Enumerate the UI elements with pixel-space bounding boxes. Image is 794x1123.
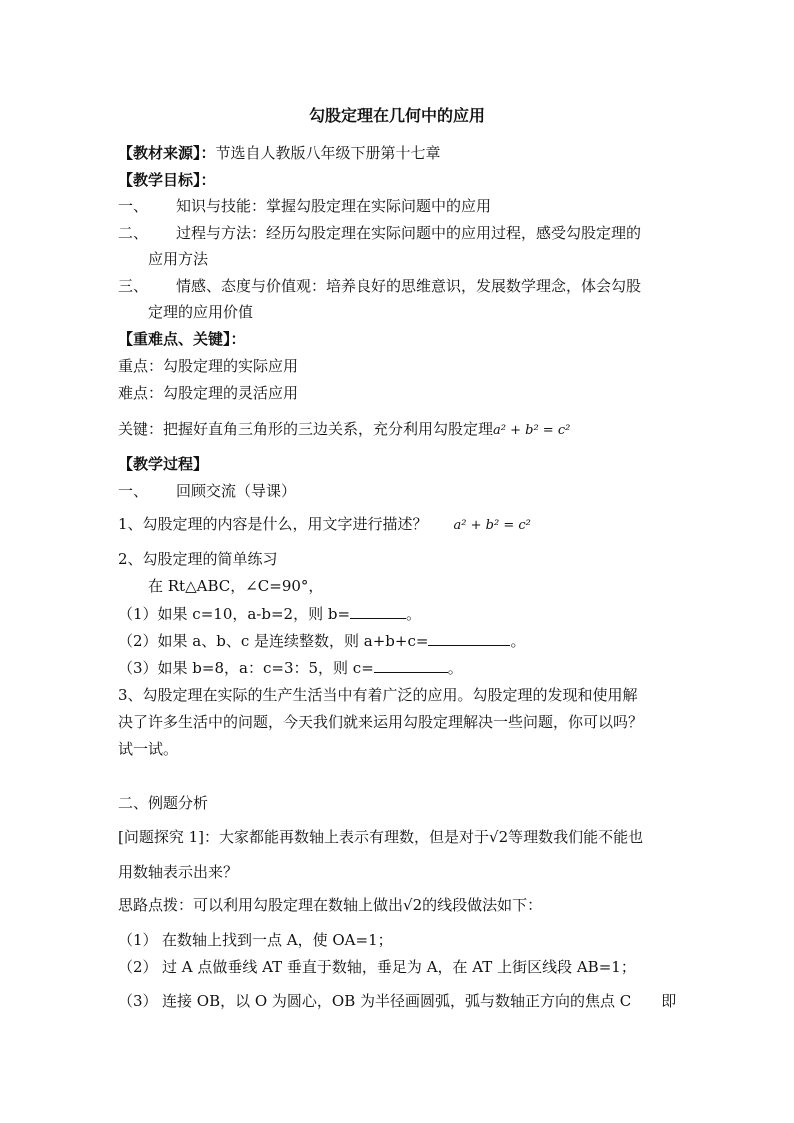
question-1 <box>118 513 678 535</box>
objectives-label: 【教学目标】： <box>118 171 216 189</box>
source-text: 节选自人教版八年级下册第十七章 <box>215 144 441 162</box>
step-3 <box>118 990 678 1012</box>
question-3-line-1: 3、勾股定理在实际的生产生活当中有着广泛的应用。勾股定理的发现和使用解 <box>118 686 638 704</box>
answer-blank[interactable] <box>428 631 510 646</box>
objective-text: 过程与方法：经历勾股定理在实际问题中的应用过程，感受勾股定理的 <box>176 224 642 242</box>
source-line <box>118 142 678 164</box>
section-number: 一、 <box>118 482 149 500</box>
process-label: 【教学过程】 <box>118 455 209 473</box>
step-text: 过 A 点做垂线 AT 垂直于数轴，垂足为 A，在 AT 上街区线段 AB=1； <box>162 958 636 976</box>
problem-1-text-end: 等理数我们能不能也 <box>508 828 644 846</box>
section-text: 回顾交流（导课） <box>176 482 297 500</box>
exercise-2-text: （2）如果 a、b、c 是连续整数，则 a+b+c= <box>118 632 429 650</box>
exercise-3-end: 。 <box>447 659 463 677</box>
sqrt-two: √2 <box>489 828 509 846</box>
sqrt-two: √2 <box>403 896 423 914</box>
examples-heading: 二、例题分析 <box>118 794 209 812</box>
section-review <box>118 480 678 502</box>
objective-item-3 <box>118 275 678 297</box>
objective-item-3-continued: 定理的应用价值 <box>148 303 254 321</box>
exercise-2 <box>118 630 678 652</box>
question-2: 2、勾股定理的简单练习 <box>118 550 278 568</box>
source-label: 【教材来源】： <box>118 144 216 162</box>
question-2-given: 在 Rt△ABC，∠C=90°， <box>148 577 324 595</box>
step-1 <box>118 929 678 951</box>
objective-item-2-continued: 应用方法 <box>148 250 209 268</box>
objective-number: 三、 <box>118 277 149 295</box>
problem-1 <box>118 826 678 848</box>
objective-item-2 <box>118 222 678 244</box>
pythagorean-formula: a² + b² = c² <box>493 423 571 438</box>
hint-text: 思路点拨：可以利用勾股定理在数轴上做出 <box>118 896 404 914</box>
question-3-line-3: 试一试。 <box>118 740 179 758</box>
difficulty-line: 难点：勾股定理的灵活应用 <box>118 384 299 402</box>
answer-blank[interactable] <box>350 604 406 619</box>
focus-line: 重点：勾股定理的实际应用 <box>118 357 299 375</box>
question-1-text: 1、勾股定理的内容是什么，用文字进行描述？ <box>118 515 428 533</box>
objective-item-1 <box>118 195 678 217</box>
step-text: 连接 OB，以 O 为圆心，OB 为半径画圆弧，弧与数轴正方向的焦点 C 即 <box>162 992 677 1010</box>
objective-text: 情感、态度与价值观：培养良好的思维意识，发展数学理念，体会勾股 <box>176 277 642 295</box>
exercise-1-end: 。 <box>406 605 422 623</box>
problem-1-line-2: 用数轴表示出来？ <box>118 863 239 881</box>
step-number: （2） <box>118 958 158 976</box>
hint-line <box>118 894 678 916</box>
key-text: 关键：把握好直角三角形的三边关系，充分利用勾股定理 <box>118 420 494 438</box>
key-line <box>118 418 678 440</box>
exercise-3-text: （3）如果 b=8，a：c=3：5，则 c= <box>118 659 374 677</box>
question-1-formula: a² + b² = c² <box>453 518 531 533</box>
step-2 <box>118 956 678 978</box>
objective-number: 一、 <box>118 197 149 215</box>
objective-number: 二、 <box>118 224 149 242</box>
exercise-3 <box>118 657 678 679</box>
objective-text: 知识与技能：掌握勾股定理在实际问题中的应用 <box>176 197 492 215</box>
exercise-2-end: 。 <box>510 632 526 650</box>
keypoints-label: 【重难点、关键】： <box>118 330 246 348</box>
step-number: （3） <box>118 992 158 1010</box>
document-title: 勾股定理在几何中的应用 <box>308 106 485 125</box>
step-number: （1） <box>118 931 158 949</box>
problem-1-text: [问题探究 1]：大家都能再数轴上表示有理数，但是对于 <box>118 828 490 846</box>
step-text: 在数轴上找到一点 A，使 OA=1； <box>162 931 393 949</box>
question-3-line-2: 决了许多生活中的问题，今天我们就来运用勾股定理解决一些问题，你可以吗？ <box>118 713 644 731</box>
exercise-1 <box>118 603 678 625</box>
answer-blank[interactable] <box>374 658 448 673</box>
hint-text-end: 的线段做法如下： <box>422 896 543 914</box>
exercise-1-text: （1）如果 c=10，a-b=2，则 b= <box>118 605 351 623</box>
